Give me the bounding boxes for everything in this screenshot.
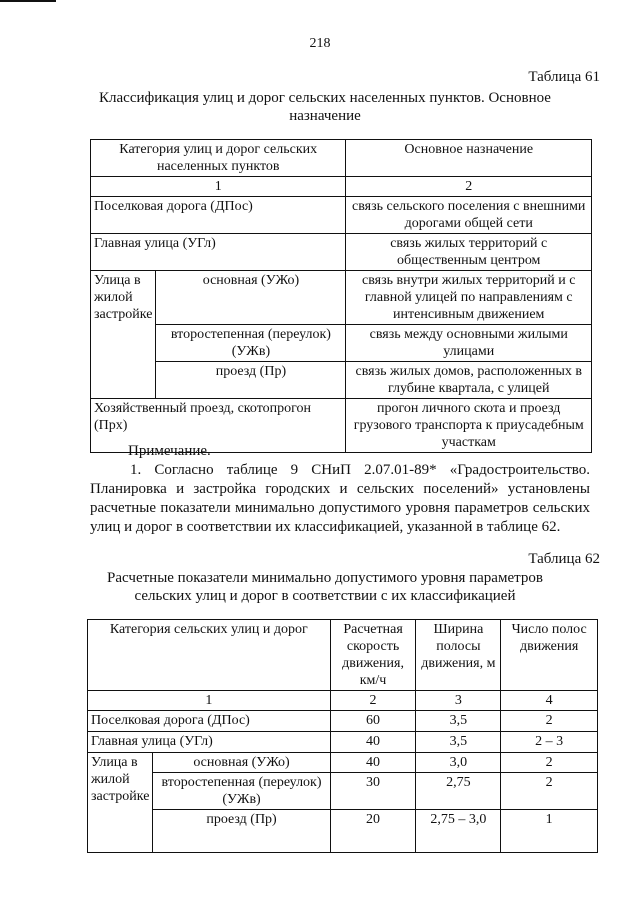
row-purpose: связь внутри жилых территорий и с главной улицей по направлениям с интенсивным движением	[346, 271, 592, 325]
header-category: Категория сельских улиц и дорог	[88, 620, 331, 691]
note	[90, 442, 590, 537]
row-speed: 40	[330, 753, 416, 773]
table-row	[88, 753, 598, 773]
header-category: Категория улиц и дорог сельских населенных пунктов	[91, 140, 346, 177]
row-speed: 60	[330, 711, 416, 732]
row-name: проезд (Пр)	[156, 362, 346, 399]
row-name: второстепенная (переулок) (УЖв)	[153, 773, 330, 810]
column-number: 2	[346, 177, 592, 197]
row-name: Главная улица (УГл)	[88, 732, 331, 753]
row-lanes: 2 – 3	[501, 732, 598, 753]
group-label: Улица в жилой застройке	[88, 753, 153, 853]
page-number: 218	[309, 36, 331, 51]
table-row	[88, 620, 598, 691]
table-row	[91, 140, 592, 177]
table-62-title: Расчетные показатели минимально допустимого уровня параметров сельских улиц и дорог в соответствии с их классификацией	[107, 570, 543, 604]
note-line: Планировка и застройка городских и сельских поселений» установлены	[90, 481, 590, 497]
table-row	[88, 691, 598, 711]
row-name: проезд (Пр)	[153, 810, 330, 853]
row-name: Главная улица (УГл)	[91, 234, 346, 271]
column-number: 1	[88, 691, 331, 711]
row-width: 2,75	[416, 773, 501, 810]
header-width: Ширина полосы движения, м	[416, 620, 501, 691]
row-name: Поселковая дорога (ДПос)	[88, 711, 331, 732]
table-row	[88, 810, 598, 853]
row-speed: 20	[330, 810, 416, 853]
row-purpose: связь жилых территорий с общественным центром	[346, 234, 592, 271]
table-61-label: Таблица 61	[528, 69, 600, 85]
row-width: 3,5	[416, 711, 501, 732]
row-purpose: связь сельского поселения с внешними дорогами общей сети	[346, 197, 592, 234]
row-speed: 40	[330, 732, 416, 753]
row-lanes: 2	[501, 711, 598, 732]
row-name: Поселковая дорога (ДПос)	[91, 197, 346, 234]
table-61	[90, 139, 592, 453]
group-label: Улица в жилой застройке	[91, 271, 156, 399]
header-purpose: Основное назначение	[346, 140, 592, 177]
note-line: улиц и дорог в соответствии их классификацией, указанной в таблице 62.	[90, 519, 561, 535]
column-number: 1	[91, 177, 346, 197]
header-lanes: Число полос движения	[501, 620, 598, 691]
row-purpose: прогон личного скота и проезд грузового транспорта к приусадебным участкам	[346, 399, 592, 453]
row-name: второстепенная (переулок) (УЖв)	[156, 325, 346, 362]
row-lanes: 2	[501, 753, 598, 773]
table-row	[91, 325, 592, 362]
table-row	[88, 711, 598, 732]
row-lanes: 1	[501, 810, 598, 853]
table-row	[91, 362, 592, 399]
row-width: 3,5	[416, 732, 501, 753]
table-62-label: Таблица 62	[528, 551, 600, 567]
top-rule	[0, 0, 56, 2]
note-line: 1. Согласно таблице 9 СНиП 2.07.01-89* «Градостроительство.	[130, 462, 590, 478]
note-line: расчетные показатели минимально допустимого уровня параметров сельских	[90, 500, 590, 516]
table-row	[91, 234, 592, 271]
header-speed: Расчетная скорость движения, км/ч	[330, 620, 416, 691]
table-row	[88, 732, 598, 753]
table-row	[88, 773, 598, 810]
row-purpose: связь между основными жилыми улицами	[346, 325, 592, 362]
column-number: 2	[330, 691, 416, 711]
row-name: основная (УЖо)	[156, 271, 346, 325]
row-width: 3,0	[416, 753, 501, 773]
row-lanes: 2	[501, 773, 598, 810]
table-62	[87, 619, 598, 853]
table-row	[91, 197, 592, 234]
table-61-title: Классификация улиц и дорог сельских населенных пунктов. Основное назначение	[99, 90, 551, 124]
row-purpose: связь жилых домов, расположенных в глубине квартала, с улицей	[346, 362, 592, 399]
row-name: основная (УЖо)	[153, 753, 330, 773]
row-speed: 30	[330, 773, 416, 810]
column-number: 3	[416, 691, 501, 711]
table-row	[91, 177, 592, 197]
row-width: 2,75 – 3,0	[416, 810, 501, 853]
column-number: 4	[501, 691, 598, 711]
note-title: Примечание.	[128, 443, 211, 459]
table-row	[91, 271, 592, 325]
row-name: Хозяйственный проезд, скотопрогон (Прх)	[91, 399, 346, 453]
